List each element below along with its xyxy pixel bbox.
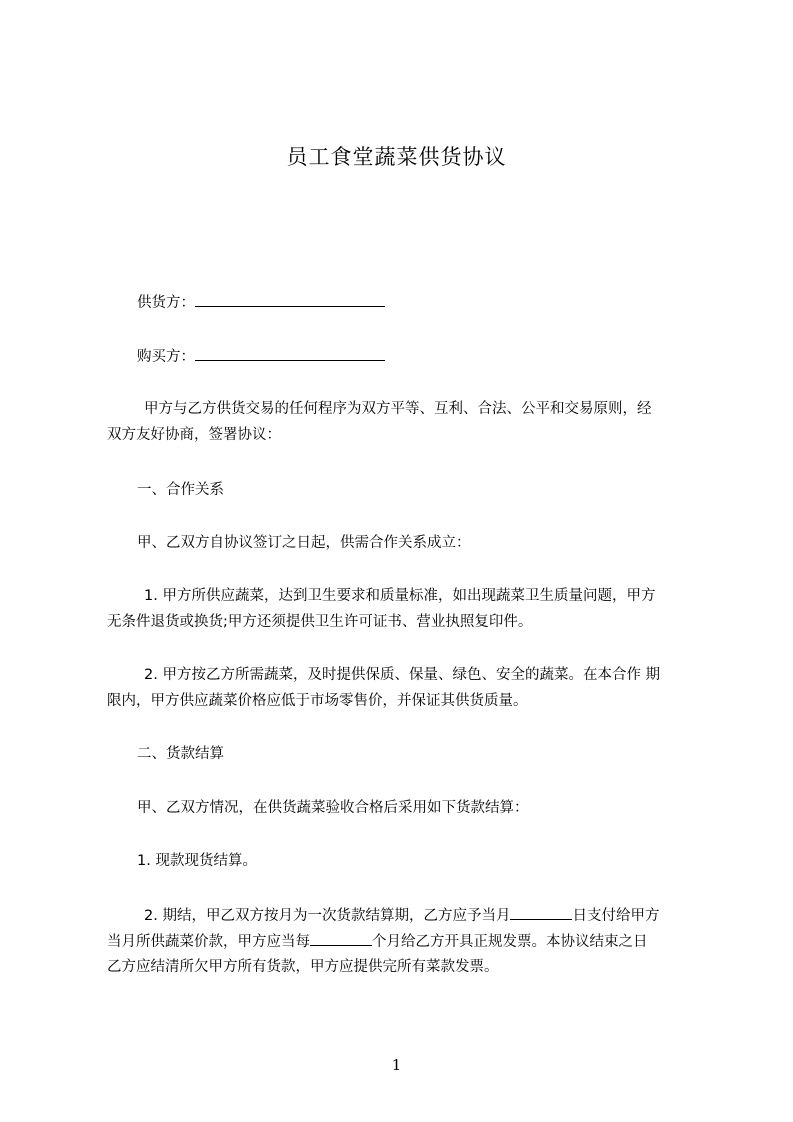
item1-line-2: 无条件退货或换货;甲方还须提供卫生许可证书、营业执照复印件。 bbox=[107, 614, 533, 630]
supplier-blank bbox=[195, 292, 385, 307]
payment-item-2-line-1 bbox=[144, 905, 659, 925]
item1-line-1: 1. 甲方所供应蔬菜，达到卫生要求和质量标准，如出现蔬菜卫生质量问题，甲方 bbox=[144, 588, 656, 604]
payment-item-2-line-3: 乙方应结清所欠甲方所有货款，甲方应提供完所有菜款发票。 bbox=[107, 959, 499, 975]
item2-line-2: 限内，甲方供应蔬菜价格应低于市场零售价，并保证其供货质量。 bbox=[107, 693, 528, 709]
page-number: 1 bbox=[391, 1056, 402, 1074]
section2-heading: 二、货款结算 bbox=[137, 746, 224, 762]
payment-item-1: 1. 现款现货结算。 bbox=[137, 853, 257, 869]
section1-intro: 甲、乙双方自协议签订之日起，供需合作关系成立： bbox=[137, 535, 471, 551]
buyer-label: 购买方： bbox=[137, 349, 195, 365]
section2-intro: 甲、乙双方情况，在供货蔬菜验收合格后采用如下货款结算： bbox=[137, 800, 529, 816]
intro-line-1: 甲方与乙方供货交易的任何程序为双方平等、互利、合法、公平和交易原则，经 bbox=[144, 401, 652, 417]
payment-day-blank bbox=[510, 905, 572, 920]
document-title: 员工食堂蔬菜供货协议 bbox=[286, 145, 507, 169]
item2-line-1: 2. 甲方按乙方所需蔬菜，及时提供保质、保量、绿色、安全的蔬菜。在本合作 期 bbox=[144, 667, 661, 683]
buyer-blank bbox=[195, 346, 385, 361]
intro-line-2: 双方友好协商，签署协议： bbox=[107, 427, 281, 443]
supplier-label: 供货方： bbox=[137, 295, 195, 311]
buyer-line bbox=[137, 346, 385, 366]
section1-heading: 一、合作关系 bbox=[137, 482, 224, 498]
payment-2-text-c: 当月所供蔬菜价款，甲方应当每 bbox=[107, 934, 310, 950]
supplier-line bbox=[137, 292, 385, 312]
invoice-month-blank bbox=[310, 931, 372, 946]
payment-2-text-b: 日支付给甲方 bbox=[572, 908, 660, 924]
payment-item-2-line-2 bbox=[107, 931, 648, 951]
payment-2-text-a: 2. 期结，甲乙双方按月为一次货款结算期，乙方应予当月 bbox=[144, 908, 511, 924]
payment-2-text-d: 个月给乙方开具正规发票。本协议结束之日 bbox=[372, 934, 648, 950]
